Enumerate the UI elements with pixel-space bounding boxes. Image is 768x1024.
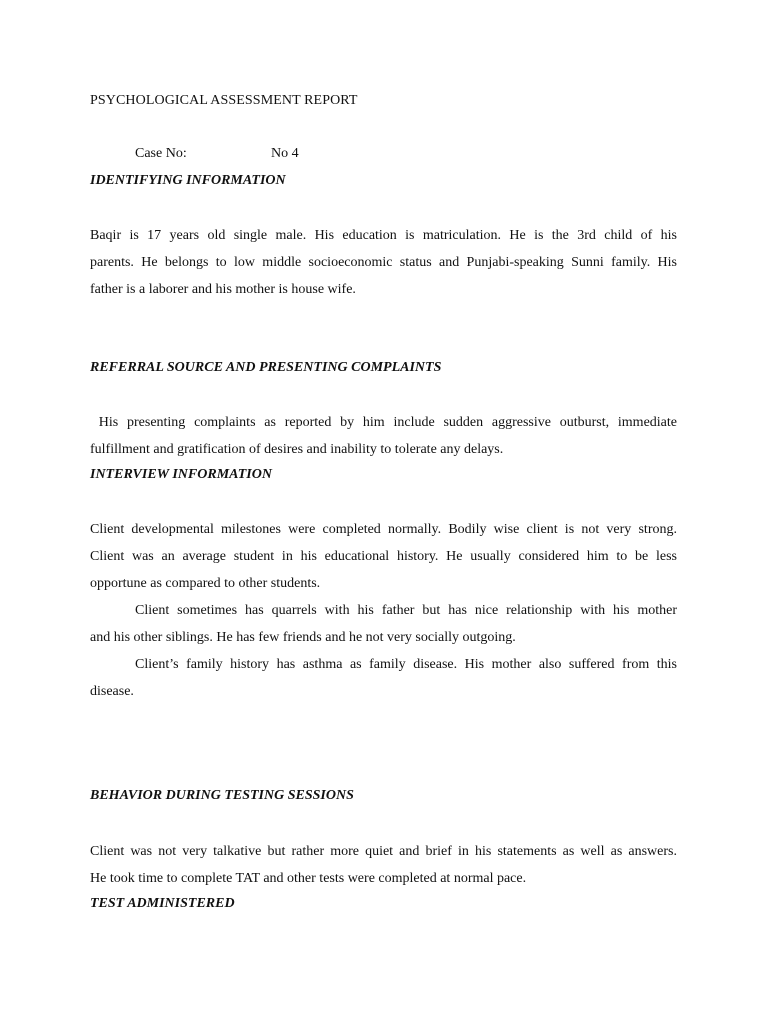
paragraph-line: His presenting complaints as reported by him include sudden aggressive outburst, immediate [90, 415, 677, 430]
paragraph-line: Client was an average student in his educational history. He usually considered him to be less [90, 549, 677, 564]
paragraph-line: Client was not very talkative but rather more quiet and brief in his statements as well as answers. [90, 844, 677, 859]
paragraph-line: Client developmental milestones were completed normally. Bodily wise client is not very strong. [90, 522, 677, 537]
case-number-value: No 4 [271, 146, 299, 161]
case-number-label: Case No: [135, 146, 187, 161]
section-heading-identifying: IDENTIFYING INFORMATION [90, 173, 286, 188]
section-heading-tests: TEST ADMINISTERED [90, 896, 235, 911]
paragraph-line: Baqir is 17 years old single male. His education is matriculation. He is the 3rd child of his [90, 228, 677, 243]
paragraph-line: parents. He belongs to low middle socioeconomic status and Punjabi-speaking Sunni family. His [90, 255, 677, 270]
report-title: PSYCHOLOGICAL ASSESSMENT REPORT [90, 93, 358, 108]
section-heading-referral: REFERRAL SOURCE AND PRESENTING COMPLAINTS [90, 360, 442, 375]
paragraph-line: father is a laborer and his mother is house wife. [90, 282, 356, 297]
identifying-paragraph [90, 222, 677, 303]
paragraph-line: He took time to complete TAT and other tests were completed at normal pace. [90, 871, 527, 886]
paragraph-line: disease. [90, 684, 134, 699]
behavior-paragraph [90, 838, 677, 892]
paragraph-line: and his other siblings. He has few friends and he not very socially outgoing. [90, 630, 516, 645]
referral-paragraph [90, 409, 677, 463]
paragraph-line: Client sometimes has quarrels with his father but has nice relationship with his mother [135, 603, 677, 618]
paragraph-line: fulfillment and gratification of desires and inability to tolerate any delays. [90, 442, 504, 457]
section-heading-behavior: BEHAVIOR DURING TESTING SESSIONS [90, 788, 354, 803]
paragraph-line: Client’s family history has asthma as family disease. His mother also suffered from this [135, 657, 677, 672]
paragraph-line: opportune as compared to other students. [90, 576, 321, 591]
interview-paragraph [90, 516, 677, 705]
section-heading-interview: INTERVIEW INFORMATION [90, 467, 272, 482]
